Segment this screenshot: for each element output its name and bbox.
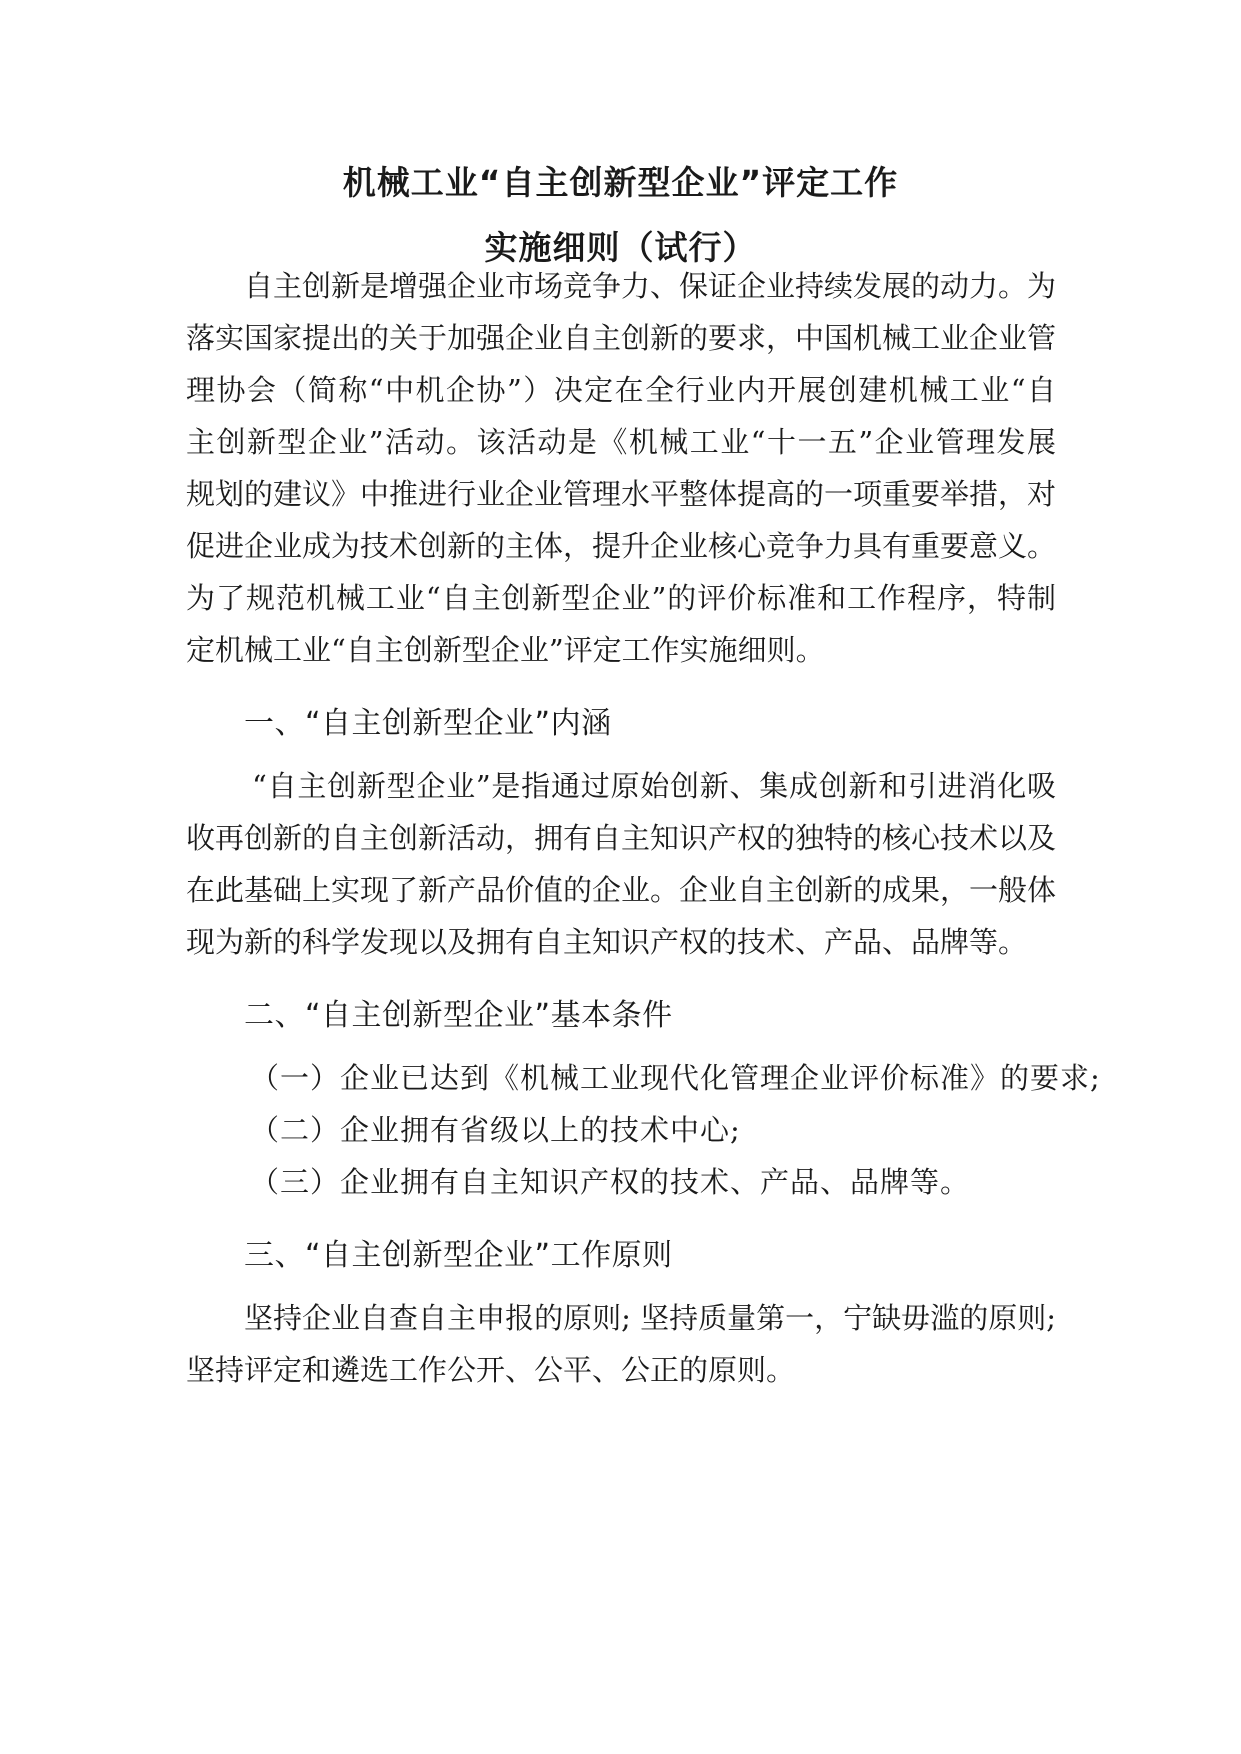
document-subtitle: 实施细则（试行） <box>484 228 757 267</box>
paragraph-line: 理协会（简称“中机企协”）决定在全行业内开展创建机械工业“自 <box>186 373 1056 407</box>
paragraph-line: 收再创新的自主创新活动，拥有自主知识产权的独特的核心技术以及 <box>186 821 1057 855</box>
document-title: 机械工业“自主创新型企业”评定工作 <box>342 163 899 202</box>
section-heading: 三、“自主创新型企业”工作原则 <box>244 1238 673 1273</box>
paragraph-line: 坚持企业自查自主申报的原则; 坚持质量第一，宁缺毋滥的原则; <box>244 1301 1056 1335</box>
paragraph-line: 规划的建议》中推进行业企业管理水平整体提高的一项重要举措，对 <box>186 477 1057 511</box>
section-heading: 一、“自主创新型企业”内涵 <box>244 706 612 741</box>
paragraph-line: 现为新的科学发现以及拥有自主知识产权的技术、产品、品牌等。 <box>186 925 1028 959</box>
paragraph-line: 为了规范机械工业“自主创新型企业”的评价标准和工作程序，特制 <box>186 581 1056 615</box>
paragraph-line: 促进企业成为技术创新的主体，提升企业核心竞争力具有重要意义。 <box>186 529 1057 563</box>
paragraph-line: 落实国家提出的关于加强企业自主创新的要求，中国机械工业企业管 <box>186 321 1057 355</box>
list-item: （二）企业拥有省级以上的技术中心; <box>250 1113 741 1147</box>
list-item: （三）企业拥有自主知识产权的技术、产品、品牌等。 <box>250 1165 971 1199</box>
paragraph-line: 自主创新是增强企业市场竞争力、保证企业持续发展的动力。为 <box>244 269 1057 303</box>
paragraph-line: 定机械工业“自主创新型企业”评定工作实施细则。 <box>186 633 825 667</box>
paragraph-line: “自主创新型企业”是指通过原始创新、集成创新和引进消化吸 <box>252 769 1056 803</box>
paragraph-line: 在此基础上实现了新产品价值的企业。企业自主创新的成果，一般体 <box>186 873 1057 907</box>
paragraph-line: 坚持评定和遴选工作公开、公平、公正的原则。 <box>186 1353 796 1387</box>
list-item: （一）企业已达到《机械工业现代化管理企业评价标准》的要求; <box>250 1061 1101 1095</box>
paragraph-line: 主创新型企业”活动。该活动是《机械工业“十一五”企业管理发展 <box>186 425 1056 459</box>
section-heading: 二、“自主创新型企业”基本条件 <box>244 998 673 1033</box>
